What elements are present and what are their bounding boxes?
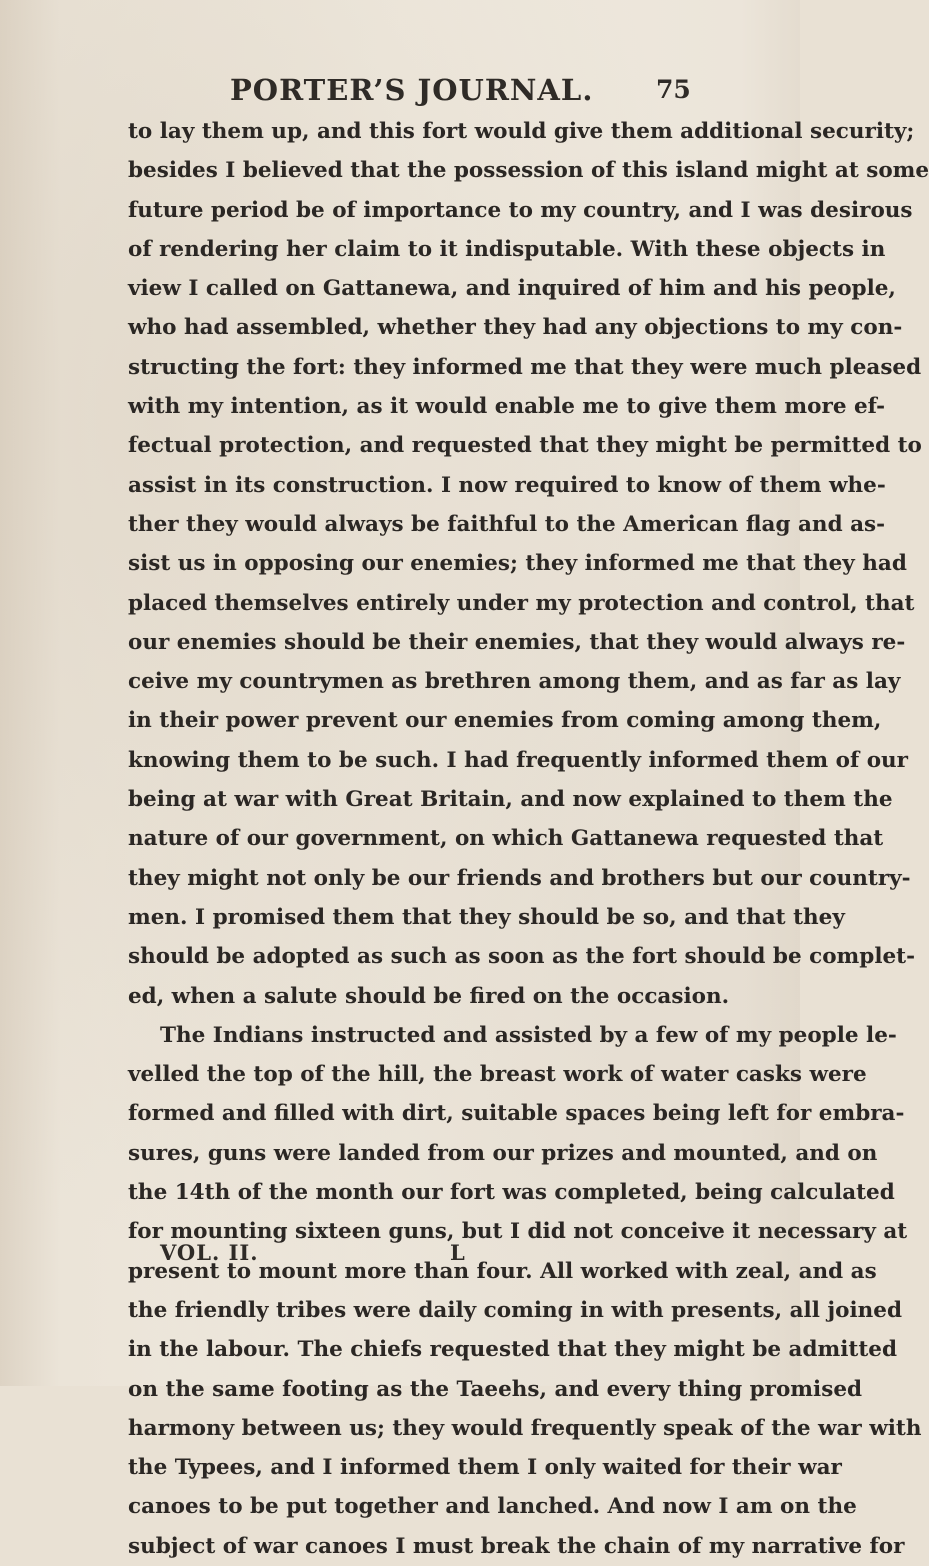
page-number: 75	[656, 75, 691, 104]
text-line: the friendly tribes were daily coming in with presents, all joined	[128, 1297, 902, 1323]
text-line: fectual protection, and requested that they might be permitted to	[128, 433, 922, 459]
text-line: future period be of importance to my country, and I was desirous	[128, 197, 913, 223]
text-line: structing the fort: they informed me that they were much pleased	[128, 354, 922, 380]
text-line: besides I believed that the possession of this island might at some	[128, 158, 929, 184]
text-line: on the same footing as the Taeehs, and every thing promised	[128, 1376, 863, 1402]
signature-mark: L	[450, 1240, 465, 1265]
text-line: the Typees, and I informed them I only waited for their war	[128, 1455, 842, 1481]
running-head	[0, 73, 800, 113]
text-line: sures, guns were landed from our prizes and mounted, and on	[128, 1140, 878, 1166]
text-line: in their power prevent our enemies from coming among them,	[128, 708, 882, 734]
text-line: should be adopted as such as soon as the fort should be complet-	[128, 944, 916, 970]
text-line: knowing them to be such. I had frequently informed them of our	[128, 747, 908, 773]
text-line: sist us in opposing our enemies; they informed me that they had	[128, 551, 907, 577]
text-line: of rendering her claim to it indisputable. With these objects in	[128, 236, 886, 262]
text-line: present to mount more than four. All worked with zeal, and as	[128, 1258, 877, 1284]
text-line: being at war with Great Britain, and now explained to them the	[128, 787, 893, 813]
text-line: our enemies should be their enemies, that they would always re-	[128, 629, 906, 655]
page-footer	[160, 1240, 640, 1270]
text-line: placed themselves entirely under my protection and control, that	[128, 590, 915, 616]
text-line: ceive my countrymen as brethren among them, and as far as lay	[128, 669, 901, 695]
text-line: to lay them up, and this fort would give them additional security;	[128, 119, 915, 144]
paragraph-start-line: The Indians instructed and assisted by a few of my people le-	[160, 1022, 897, 1048]
text-line: men. I promised them that they should be so, and that they	[128, 904, 845, 930]
text-line: canoes to be put together and lanched. And now I am on the	[128, 1494, 857, 1520]
paragraph-end-line: ed, when a salute should be fired on the occasion.	[128, 983, 730, 1009]
text-line: nature of our government, on which Gattanewa requested that	[128, 826, 884, 852]
text-line: who had assembled, whether they had any objections to my con-	[128, 315, 903, 341]
text-line: ther they would always be faithful to the American flag and as-	[128, 511, 886, 537]
running-title: PORTER’S JOURNAL.	[230, 73, 594, 107]
text-line: harmony between us; they would frequently speak of the war with	[128, 1415, 922, 1441]
text-line: velled the top of the hill, the breast work of water casks were	[128, 1062, 867, 1088]
text-line: the 14th of the month our fort was completed, being calculated	[128, 1180, 895, 1206]
body-text	[128, 112, 929, 1566]
text-line: with my intention, as it would enable me to give them more ef-	[128, 394, 886, 420]
text-line: formed and filled with dirt, suitable spaces being left for embra-	[128, 1101, 905, 1127]
volume-label: VOL. II.	[160, 1240, 259, 1265]
text-line: subject of war canoes I must break the chain of my narrative for	[128, 1533, 905, 1559]
text-line: they might not only be our friends and brothers but our country-	[128, 865, 911, 891]
text-line: for mounting sixteen guns, but I did not conceive it necessary at	[128, 1219, 908, 1245]
text-line: in the labour. The chiefs requested that they might be admitted	[128, 1337, 898, 1363]
text-line: assist in its construction. I now required to know of them whe-	[128, 472, 886, 498]
text-line: view I called on Gattanewa, and inquired of him and his people,	[128, 276, 896, 302]
